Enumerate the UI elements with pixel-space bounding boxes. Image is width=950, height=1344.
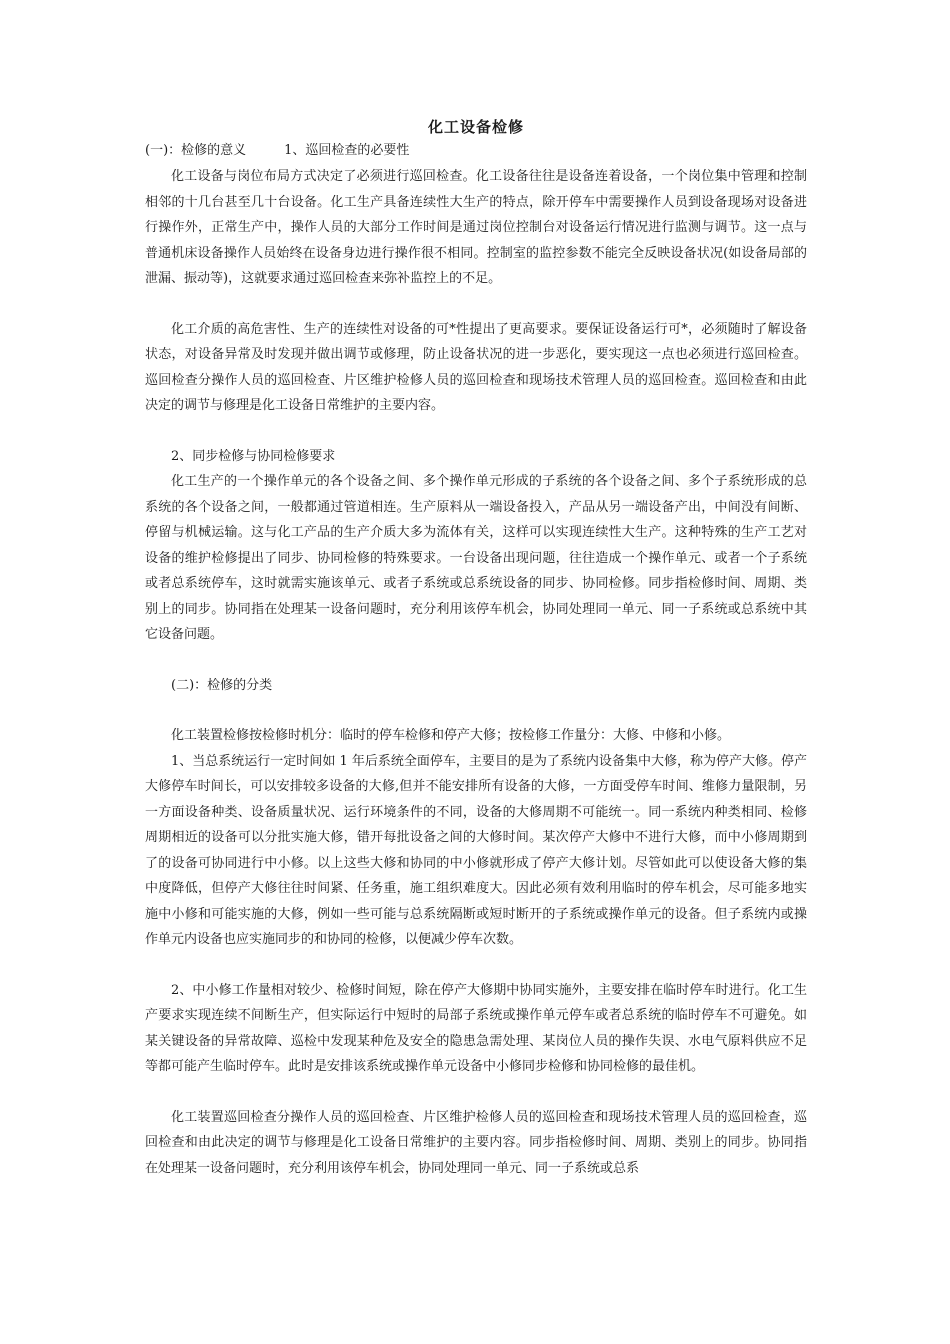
section-heading-2: (二)：检修的分类 [171,677,273,693]
subsection-heading-2: 2、同步检修与协同检修要求 [171,448,336,464]
paragraph-classification: 化工装置检修按检修时机分：临时的停车检修和停产大修；按检修工作量分：大修、中修和小修。 [171,728,731,743]
section-heading-1-label: (一)：检修的意义 [145,143,247,158]
paragraph-spacer [145,698,807,723]
paragraph-spacer [145,1080,807,1105]
paragraph-summary: 化工装置巡回检查分操作人员的巡回检查、片区维护检修人员的巡回检查和现场技术管理人员的巡回检查，巡回检查和由此决定的调节与修理是化工设备日常维护的主要内容。同步指检修时间、周期、类别上的同步。协同指在处理某一设备问题时，充分利用该停车机会，协同处理同一单元、同一子系统或总系 [145,1109,807,1176]
paragraph-spacer [145,292,807,317]
paragraph-sync-maintenance: 化工生产的一个操作单元的各个设备之间、多个操作单元形成的子系统的各个设备之间、多个子系统形成的总系统的各个设备之间，一般都通过管道相连。生产原料从一端设备投入，产品从另一端设备产出，中间没有间断、停留与机械运输。这与化工产品的生产介质大多为流体有关，这样可以实现连续性大生产。这种特殊的生产工艺对设备的维护检修提出了同步、协同检修的特殊要求。一台设备出现问题，往往造成一个操作单元、或者一个子系统或者总系统停车，这时就需实施该单元、或者子系统或总系统设备的同步、协同检修。同步指检修时间、周期、类别上的同步。协同指在处理某一设备问题时，充分利用该停车机会，协同处理同一单元、同一子系统或总系统中其它设备问题。 [145,474,807,642]
subsection-heading-1: 1、巡回检查的必要性 [284,143,410,158]
paragraph-major-overhaul: 1、当总系统运行一定时间如 1 年后系统全面停车，主要目的是为了系统内设备集中大修，称为停产大修。停产大修停车时间长，可以安排较多设备的大修,但并不能安排所有设备的大修，一方面受停车时间、维修力量限制，另一方面设备种类、设备质量状况、运行环境条件的不同，设备的大修周期不可能统一。同一系统内种类相同、检修周期相近的设备可以分批实施大修，错开每批设备之间的大修时间。某次停产大修中不进行大修，而中小修周期到了的设备可协同进行中小修。以上这些大修和协同的中小修就形成了停产大修计划。尽管如此可以使设备大修的集中度降低，但停产大修往往时间紧、任务重，施工组织难度大。因此必须有效利用临时的停车机会，尽可能多地实施中小修和可能实施的大修，例如一些可能与总系统隔断或短时断开的子系统或操作单元的设备。但子系统内或操作单元内设备也应实施同步的和协同的检修，以便减少停车次数。 [145,753,807,947]
paragraph-spacer [145,648,807,673]
paragraph-reliability: 化工介质的高危害性、生产的连续性对设备的可*性提出了更高要求。要保证设备运行可*，必须随时了解设备状态，对设备异常及时发现并做出调节或修理，防止设备状况的进一步恶化，要实现这一点也必须进行巡回检查。巡回检查分操作人员的巡回检查、片区维护检修人员的巡回检查和现场技术管理人员的巡回检查。巡回检查和由此决定的调节与修理是化工设备日常维护的主要内容。 [145,321,807,413]
document-page [145,112,807,1181]
paragraph-spacer [145,419,807,444]
paragraph-inspection-necessity: 化工设备与岗位布局方式决定了必须进行巡回检查。化工设备往往是设备连着设备，一个岗位集中管理和控制相邻的十几台甚至几十台设备。化工生产具备连续性大生产的特点，除开停车中需要操作人员到设备现场对设备进行操作外，正常生产中，操作人员的大部分工作时间是通过岗位控制台对设备运行情况进行监测与调节。这一点与普通机床设备操作人员始终在设备身边进行操作很不相同。控制室的监控参数不能完全反映设备状况(如设备局部的泄漏、振动等)，这就要求通过巡回检查来弥补监控上的不足。 [145,169,807,286]
paragraph-minor-repair: 2、中小修工作量相对较少、检修时间短，除在停产大修期中协同实施外，主要安排在临时停车时进行。化工生产要求实现连续不间断生产，但实际运行中短时的局部子系统或操作单元停车或者总系统的临时停车不可避免。如某关键设备的异常故障、巡检中发现某种危及安全的隐患急需处理、某岗位人员的操作失误、水电气原料供应不足等都可能产生临时停车。此时是安排该系统或操作单元设备中小修同步检修和协同检修的最佳机。 [145,982,807,1074]
paragraph-spacer [145,953,807,978]
document-title: 化工设备检修 [427,118,524,136]
